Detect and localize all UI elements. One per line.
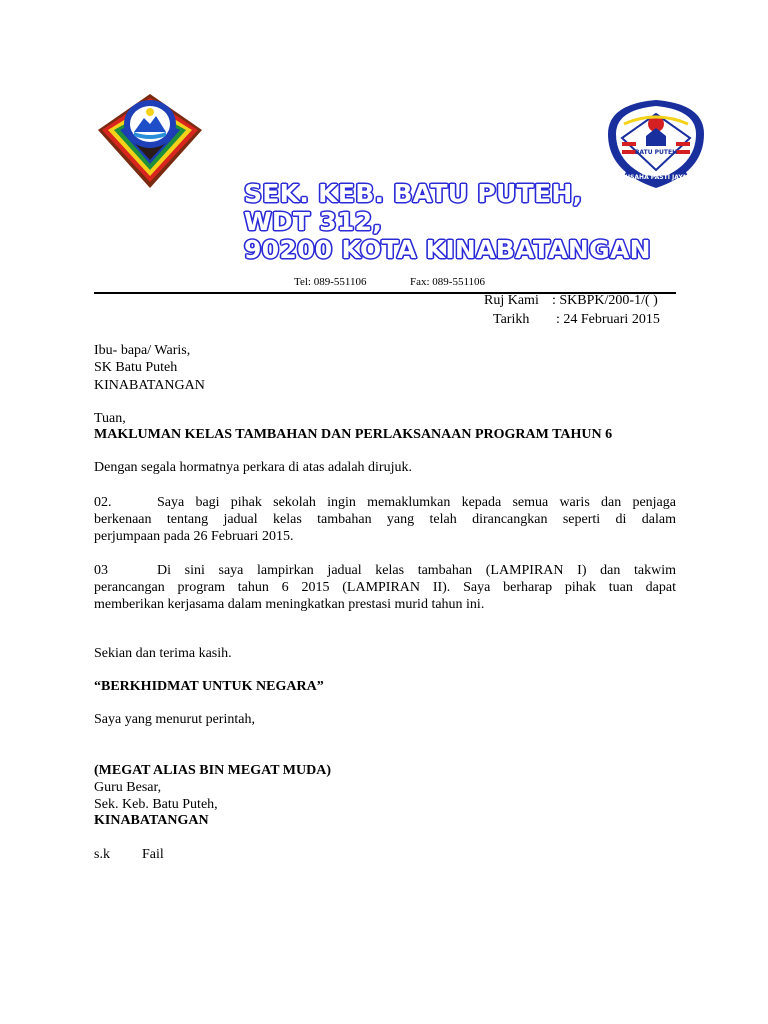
school-crest-logo-right (602, 94, 710, 192)
signatory-name: (MEGAT ALIAS BIN MEGAT MUDA) (94, 763, 331, 778)
motto: “BERKHIDMAT UNTUK NEGARA” (94, 679, 324, 694)
date-label: Tarikh (493, 312, 530, 327)
telephone: Tel: 089-551106 (294, 276, 367, 288)
school-name-line1: SEK. KEB. BATU PUTEH, (244, 179, 583, 208)
signatory-district: KINABATANGAN (94, 813, 209, 828)
subject: MAKLUMAN KELAS TAMBAHAN DAN PERLAKSANAAN PROGRAM TAHUN 6 (94, 427, 613, 442)
recipient-line2: SK Batu Puteh (94, 360, 178, 375)
recipient-line1: Ibu- bapa/ Waris, (94, 343, 191, 358)
reference-label: Ruj Kami (484, 293, 539, 308)
school-name-line2: WDT 312, (244, 207, 383, 236)
recipient-line3: KINABATANGAN (94, 378, 205, 393)
paragraph-02-number: 02. (94, 495, 112, 510)
svg-text:BATU PUTEH: BATU PUTEH (634, 149, 678, 156)
school-name-line3: 90200 KOTA KINABATANGAN (244, 235, 651, 264)
paragraph-03-number: 03 (94, 563, 108, 578)
cc-label: s.k (94, 847, 110, 862)
signatory-title: Guru Besar, (94, 780, 162, 795)
fax: Fax: 089-551106 (410, 276, 486, 288)
paragraph-02: 02. Saya bagi pihak sekolah ingin memaklumkan kepada semua waris dan penjaga berkenaan tentang jadual kelas tambahan yang telah dirancangkan seperti di dalam perjumpaan pada 26 Februari 2015. (94, 495, 676, 544)
closing-line: Sekian dan terima kasih. (94, 646, 232, 661)
reference-value: : SKBPK/200-1/( ) (552, 293, 658, 308)
date-value: : 24 Februari 2015 (556, 312, 660, 327)
paragraph-03: 03 Di sini saya lampirkan jadual kelas tambahan (LAMPIRAN I) dan takwim perancangan program tahun 6 2015 (LAMPIRAN II). Saya berharap pihak tuan dapat memberikan kerjasama dalam meningkatkan prestasi murid tahun ini. (94, 563, 676, 612)
yours-obediently: Saya yang menurut perintah, (94, 712, 255, 727)
opening-line: Dengan segala hormatnya perkara di atas adalah dirujuk. (94, 460, 412, 475)
salutation: Tuan, (94, 411, 126, 426)
cc-value: Fail (142, 847, 164, 862)
signatory-school: Sek. Keb. Batu Puteh, (94, 797, 218, 812)
school-district-logo-left (94, 90, 206, 192)
svg-text:USAHA PASTI JAYA: USAHA PASTI JAYA (625, 174, 687, 181)
